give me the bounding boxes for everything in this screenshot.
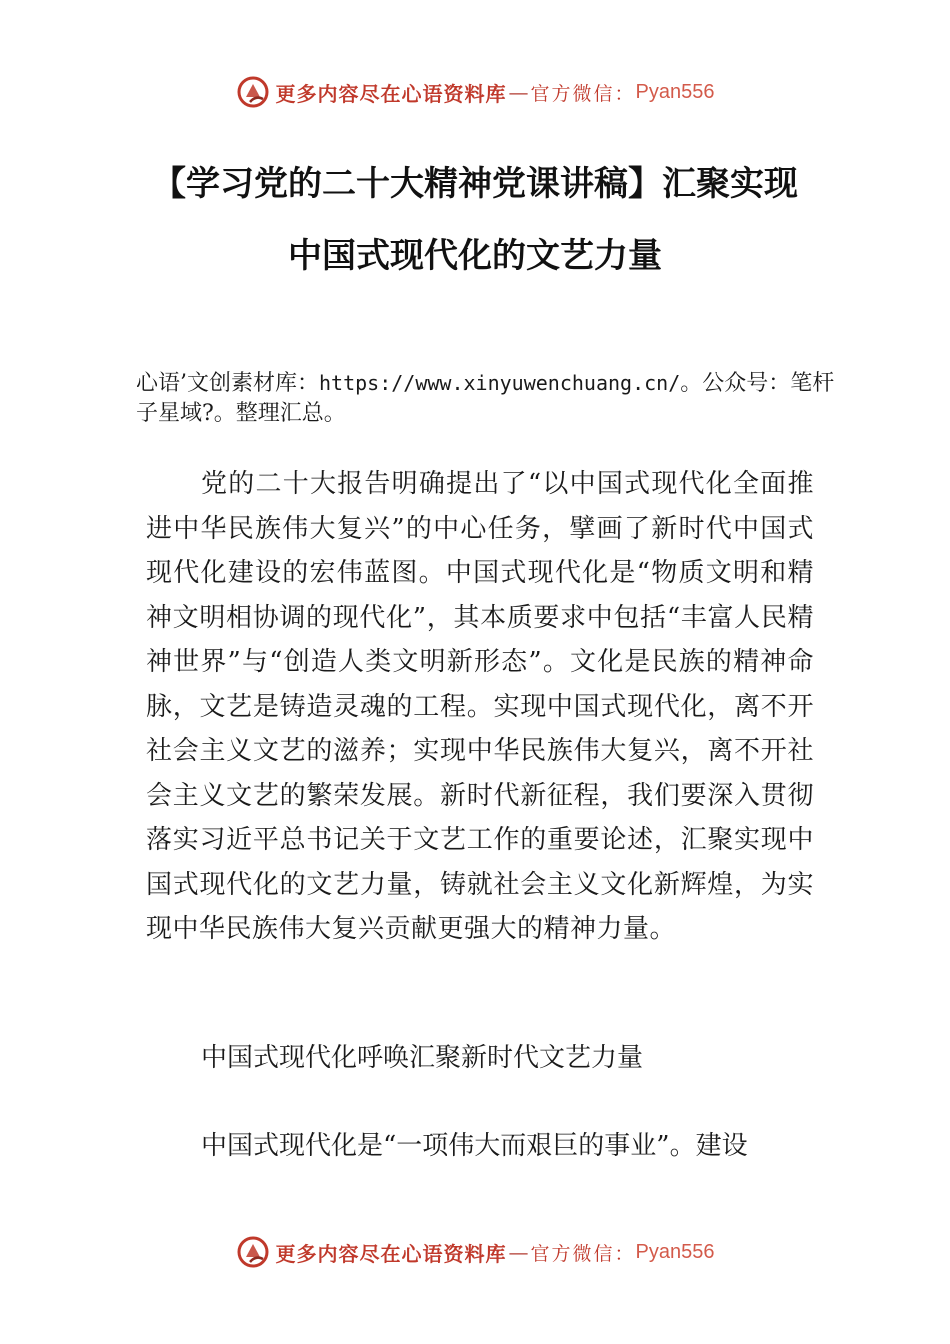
document-title-line-1: 【学习党的二十大精神党课讲稿】汇聚实现 [152, 164, 798, 204]
header-banner [0, 72, 950, 112]
banner-wechat-id: Pyan556 [635, 1240, 715, 1263]
source-url-link[interactable]: https://www.xinyuwenchuang.cn/ [319, 371, 681, 395]
banner-wechat-label: 官方微信： [530, 82, 636, 105]
banner-wechat-id: Pyan556 [635, 80, 715, 103]
banner-separator: — [508, 1240, 529, 1264]
footer-banner [0, 1232, 950, 1272]
source-prefix: 心语’文创素材库： [136, 371, 319, 396]
body-paragraph-2: 中国式现代化是“一项伟大而艰巨的事业”。建设 [201, 1131, 748, 1161]
brand-logo-icon [236, 1235, 270, 1269]
banner-wechat-label: 官方微信： [530, 1242, 636, 1265]
banner-brand-text: 更多内容尽在心语资料库 [275, 1241, 507, 1266]
body-paragraph-1: 党的二十大报告明确提出了“以中国式现代化全面推进中华民族伟大复兴”的中心任务，擘画了新时代中国式现代化建设的宏伟蓝图。中国式现代化是“物质文明和精神文明相协调的现代化”，其本质要求中包括“丰富人民精神世界”与“创造人类文明新形态”。文化是民族的精神命脉，文艺是铸造灵魂的工程。实现中国式现代化，离不开社会主义文艺的滋养；实现中华民族伟大复兴，离不开社会主义文艺的繁荣发展。新时代新征程，我们要深入贯彻落实习近平总书记关于文艺工作的重要论述，汇聚实现中国式现代化的文艺力量，铸就社会主义文化新辉煌，为实现中华民族伟大复兴贡献更强大的精神力量。 [146, 469, 814, 944]
banner-brand-text: 更多内容尽在心语资料库 [275, 81, 507, 106]
banner-separator: — [508, 80, 529, 104]
section-heading: 中国式现代化呼唤汇聚新时代文艺力量 [201, 1043, 644, 1073]
document-title-line-2: 中国式现代化的文艺力量 [288, 236, 662, 276]
source-suffix: 。公众号：笔杆子星域?。整理汇总。 [136, 371, 835, 426]
source-note [136, 368, 836, 429]
brand-logo-icon [236, 75, 270, 109]
